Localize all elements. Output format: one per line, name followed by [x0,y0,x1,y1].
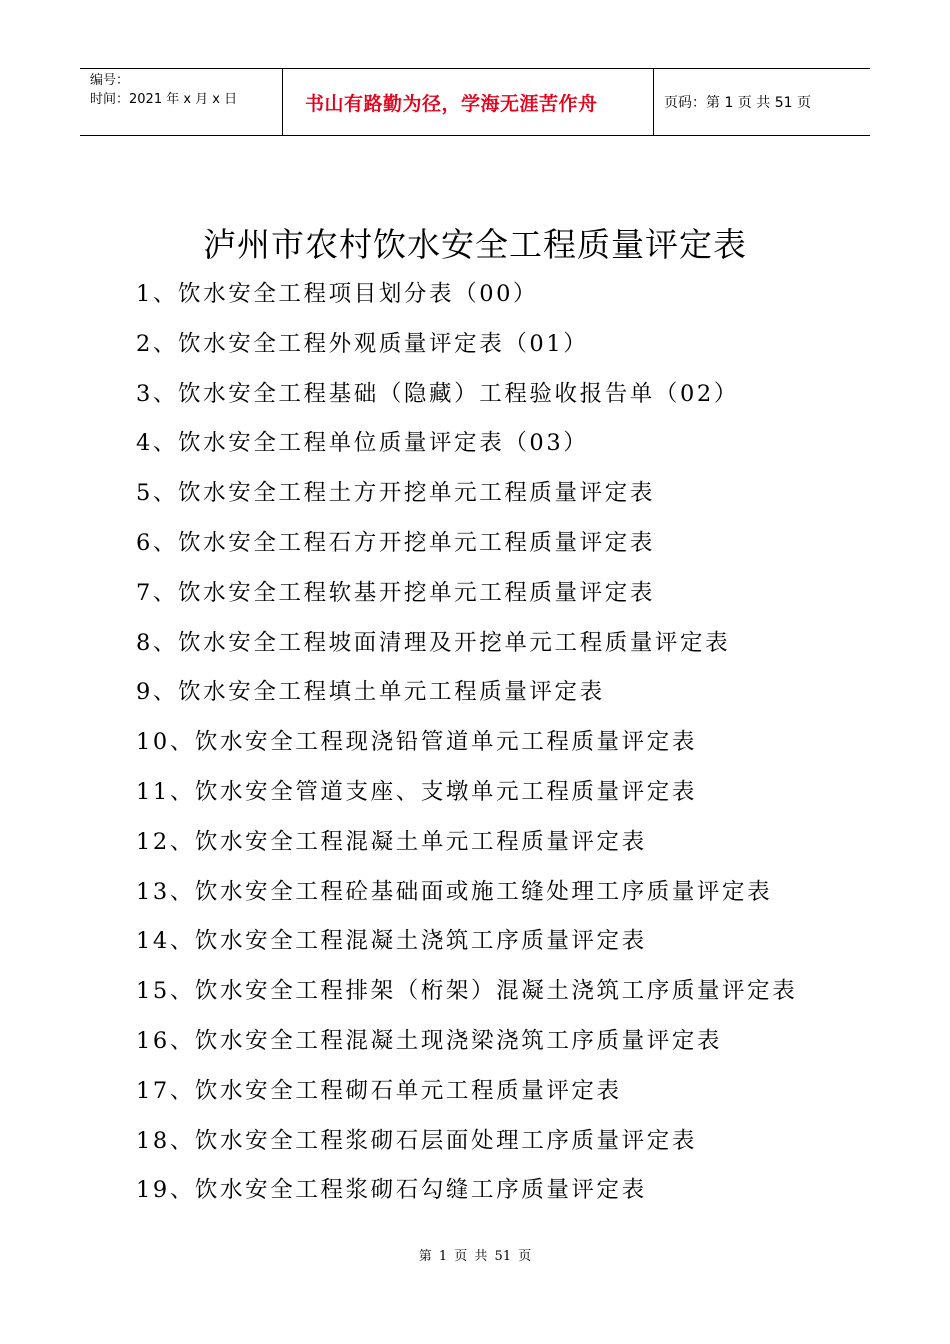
toc-item: 15、饮水安全工程排架（桁架）混凝土浇筑工序质量评定表 [136,978,798,1005]
toc-item: 4、饮水安全工程单位质量评定表（03） [136,430,589,457]
toc-item: 2、饮水安全工程外观质量评定表（01） [136,330,589,357]
toc-item: 5、饮水安全工程土方开挖单元工程质量评定表 [136,480,655,507]
toc-item: 11、饮水安全管道支座、支墩单元工程质量评定表 [136,778,697,805]
toc-item: 3、饮水安全工程基础（隐藏）工程验收报告单（02） [136,380,739,407]
header-info-cell [80,69,282,135]
table-of-contents [136,274,896,1220]
toc-item: 18、饮水安全工程浆砌石层面处理工序质量评定表 [136,1127,697,1154]
toc-item: 17、饮水安全工程砌石单元工程质量评定表 [136,1077,622,1104]
toc-item: 10、饮水安全工程现浇铅管道单元工程质量评定表 [136,729,697,756]
header-motto-cell [282,69,654,135]
toc-item: 6、饮水安全工程石方开挖单元工程质量评定表 [136,529,655,556]
page-footer: 第 1 页 共 51 页 [418,1249,532,1264]
header-page-info: 页码：第 1 页 共 51 页 [664,95,811,111]
toc-item: 8、饮水安全工程坡面清理及开挖单元工程质量评定表 [136,629,731,656]
document-number-label: 编号： [90,73,130,88]
toc-item: 16、饮水安全工程混凝土现浇梁浇筑工序质量评定表 [136,1027,723,1054]
toc-item: 14、饮水安全工程混凝土浇筑工序质量评定表 [136,928,647,955]
toc-item: 1、饮水安全工程项目划分表（00） [136,281,539,307]
toc-item: 9、饮水安全工程填土单元工程质量评定表 [136,679,605,706]
header-page-cell [654,69,870,135]
header-table [80,68,870,136]
header-motto: 书山有路勤为径，学海无涯苦作舟 [305,92,598,115]
page-title: 泸州市农村饮水安全工程质量评定表 [203,225,747,264]
toc-item: 12、饮水安全工程混凝土单元工程质量评定表 [136,828,647,855]
toc-item: 13、饮水安全工程砼基础面或施工缝处理工序质量评定表 [136,878,773,905]
document-date-label: 时间：2021 年 x 月 x 日 [90,92,238,107]
toc-item: 7、饮水安全工程软基开挖单元工程质量评定表 [136,579,655,606]
toc-item: 19、饮水安全工程浆砌石勾缝工序质量评定表 [136,1177,647,1204]
